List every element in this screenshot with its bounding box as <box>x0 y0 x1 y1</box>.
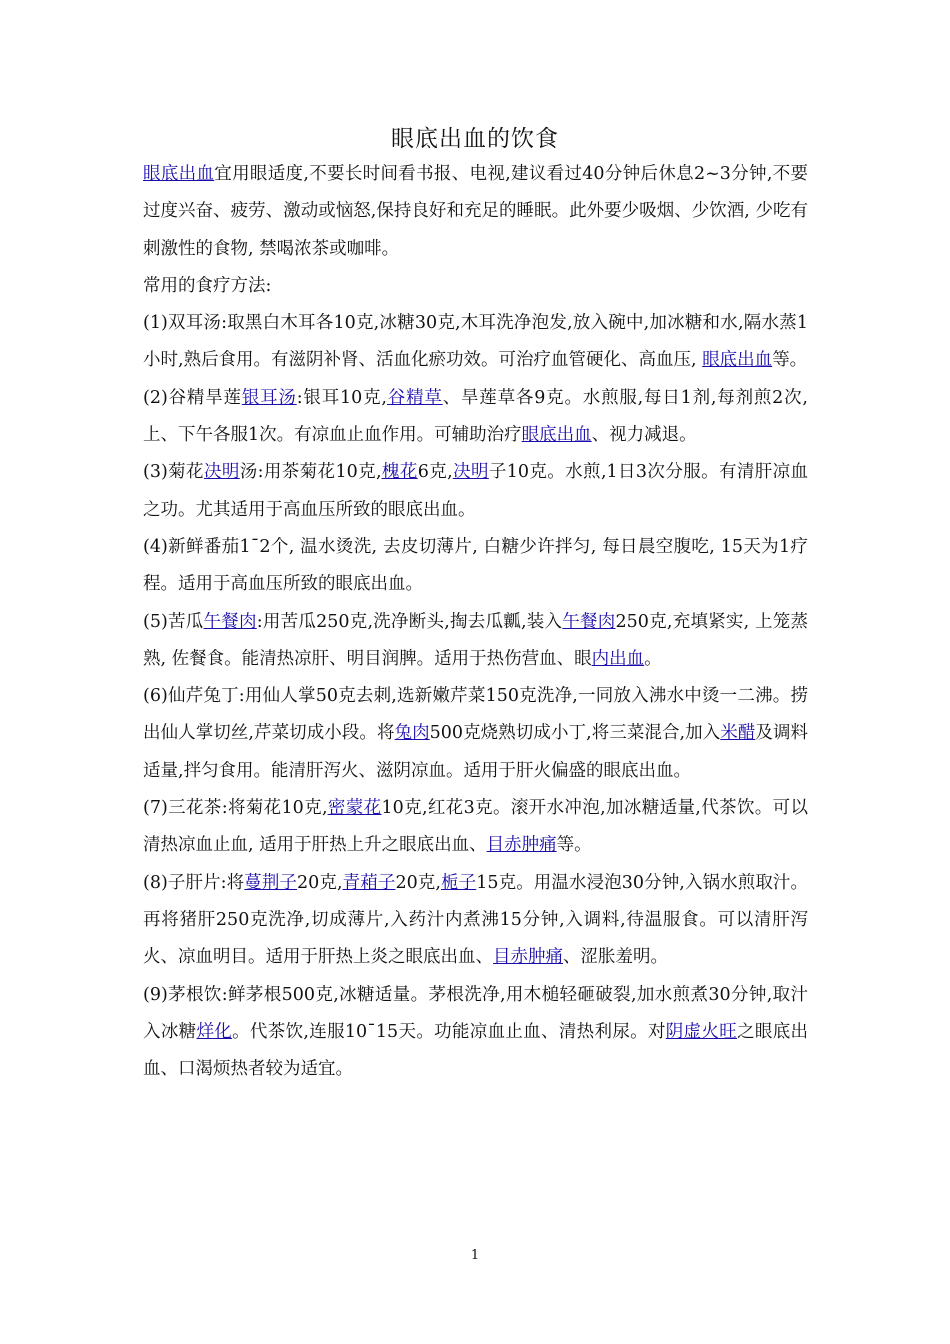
text-segment: 之眼底出血、口渴烦热者较为适宜。 <box>143 1021 809 1080</box>
term-link[interactable]: 银耳汤 <box>241 387 297 408</box>
text-segment: (5)苦瓜 <box>143 611 204 632</box>
text-segment: 20克, <box>395 872 441 893</box>
text-segment: (7)三花茶:将菊花10克, <box>143 798 328 819</box>
term-link[interactable]: 密蒙花 <box>327 798 382 819</box>
paragraph <box>143 790 808 865</box>
term-link[interactable]: 目赤肿痛 <box>493 947 563 968</box>
text-segment: :银耳10克, <box>296 387 387 408</box>
term-link[interactable]: 青葙子 <box>342 872 396 893</box>
text-segment: 、视力减退。 <box>591 425 697 446</box>
term-link[interactable]: 目赤肿痛 <box>486 835 557 856</box>
text-segment: 。代茶饮,连服10¯15天。功能凉血止血、清热利尿。对 <box>232 1021 666 1042</box>
term-link[interactable]: 阴虚火旺 <box>665 1021 738 1042</box>
term-link[interactable]: 眼底出血 <box>702 350 773 371</box>
text-segment: 宜用眼适度,不要长时间看书报、电视,建议看过40分钟后休息2~3分钟,不要过度兴奋、疲劳、激动或恼怒,保持良好和充足的睡眠。此外要少吸烟、少饮酒, 少吃有刺激性的食物, 禁喝浓茶或咖啡。 <box>143 164 809 259</box>
paragraph <box>143 529 808 604</box>
text-segment: 常用的食疗方法: <box>143 275 272 296</box>
text-segment: 10克,红花3克。滚开水冲泡,加冰糖适量,代茶饮。可以清热凉血止血, 适用于肝热上升之眼底出血、 <box>143 798 809 856</box>
article-body <box>143 156 808 1088</box>
text-segment: 汤:用茶菊花10克, <box>239 462 382 483</box>
term-link[interactable]: 烊化 <box>196 1021 233 1042</box>
text-segment: 、旱莲草各9克。水煎服,每日1剂,每剂煎2次,上、下午各服1次。有凉血止血作用。可辅助治疗 <box>143 387 808 446</box>
paragraph <box>143 305 808 380</box>
text-segment: 6克, <box>417 462 453 483</box>
term-link[interactable]: 米醋 <box>720 723 756 744</box>
text-segment: 及调料适量,拌匀食用。能清肝泻火、滋阴凉血。适用于肝火偏盛的眼底出血。 <box>143 723 809 781</box>
term-link[interactable]: 蔓荆子 <box>244 872 298 893</box>
page-title: 眼底出血的饮食 <box>391 126 559 152</box>
text-segment: :用苦瓜250克,洗净断头,掏去瓜瓤,装入 <box>256 611 563 632</box>
term-link[interactable]: 午餐肉 <box>203 611 257 632</box>
text-segment: (6)仙芹兔丁:用仙人掌50克去刺,选新嫩芹菜150克洗净,一同放入沸水中烫一二沸。捞出仙人掌切丝,芹菜切成小段。将 <box>143 686 808 744</box>
term-link[interactable]: 谷精草 <box>386 387 443 408</box>
text-segment: 20克, <box>297 872 343 893</box>
paragraph <box>143 678 808 790</box>
paragraph <box>143 454 808 529</box>
text-segment: (3)菊花 <box>143 462 204 483</box>
text-segment: 。 <box>644 648 662 669</box>
paragraph <box>143 268 808 305</box>
paragraph <box>143 604 808 679</box>
text-segment: 500克烧熟切成小丁,将三菜混合,加入 <box>429 723 721 744</box>
text-segment: 子10克。水煎,1日3次分服。有清肝凉血之功。尤其适用于高血压所致的眼底出血。 <box>143 462 809 520</box>
text-segment: 等。 <box>772 350 808 371</box>
term-link[interactable]: 槐花 <box>381 462 418 483</box>
paragraph <box>143 156 808 268</box>
text-segment: 、涩胀羞明。 <box>563 947 668 968</box>
text-segment: 15克。用温水浸泡30分钟,入锅水煎取汁。再将猪肝250克洗净,切成薄片,入药汁内煮沸15分钟,入调料,待温服食。可以清肝泻火、凉血明目。适用于肝热上炎之眼底出血、 <box>143 872 809 968</box>
page-number: 1 <box>470 1248 480 1263</box>
text-segment: (8)子肝片:将 <box>143 872 245 893</box>
term-link[interactable]: 眼底出血 <box>521 425 592 446</box>
paragraph <box>143 380 808 455</box>
text-segment: (2)谷精旱莲 <box>143 387 242 408</box>
term-link[interactable]: 眼底出血 <box>143 164 215 184</box>
text-segment: (1)双耳汤:取黑白木耳各10克,冰糖30克,木耳洗净泡发,放入碗中,加冰糖和水,隔水蒸1小时,熟后食用。有滋阴补肾、活血化瘀功效。可治疗血管硬化、高血压, <box>143 313 808 371</box>
text-segment: (9)茅根饮:鲜茅根500克,冰糖适量。茅根洗净,用木槌轻砸破裂,加水煎煮30分钟,取汁入冰糖 <box>143 984 808 1042</box>
term-link[interactable]: 内出血 <box>591 648 645 669</box>
term-link[interactable]: 决明 <box>452 462 489 483</box>
paragraph <box>143 865 808 977</box>
text-segment: 等。 <box>556 835 592 856</box>
term-link[interactable]: 决明 <box>203 462 240 483</box>
term-link[interactable]: 栀子 <box>440 872 477 893</box>
term-link[interactable]: 兔肉 <box>394 723 430 744</box>
text-segment: (4)新鲜番茄1¯2个, 温水烫洗, 去皮切薄片, 白糖少许拌匀, 每日晨空腹吃, 15天为1疗程。适用于高血压所致的眼底出血。 <box>143 536 808 595</box>
text-segment: 250克,充填紧实, 上笼蒸熟, 佐餐食。能清热凉肝、明目润脾。适用于热伤营血、眼 <box>143 611 809 669</box>
paragraph <box>143 977 808 1089</box>
term-link[interactable]: 午餐肉 <box>562 611 616 632</box>
